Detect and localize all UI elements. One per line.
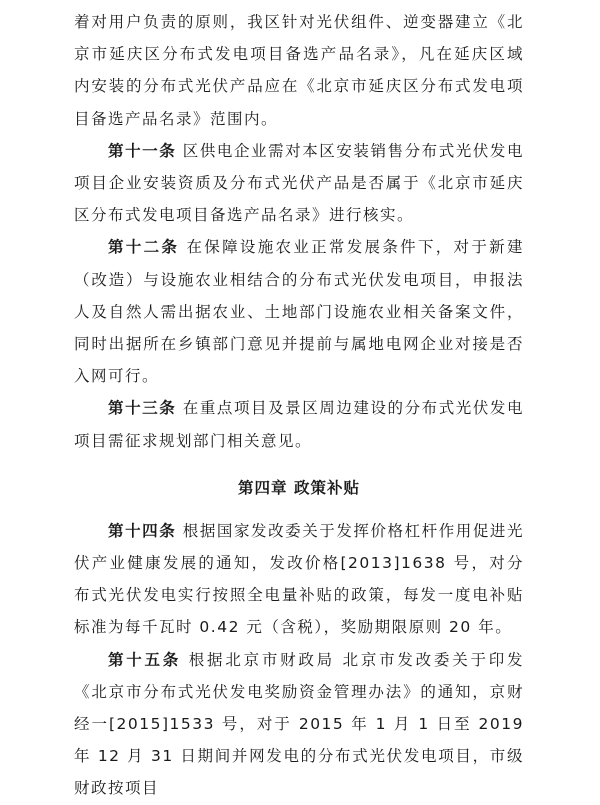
article-text: 根据国家发改委关于发挥价格杠杆作用促进光伏产业健康发展的通知，发改价格[2013]1638 号，对分布式光伏发电实行按照全电量补贴的政策，每发一度电补贴标准为每千瓦时 0.42 元（含税），奖励期限原则 20 年。 — [74, 521, 524, 637]
article-number: 第十一条 — [108, 141, 177, 160]
article-number: 第十四条 — [108, 521, 177, 540]
article-15 — [74, 644, 524, 805]
document-body — [74, 6, 524, 805]
article-number: 第十二条 — [108, 238, 180, 257]
article-number: 第十五条 — [108, 650, 182, 669]
article-number: 第十三条 — [108, 399, 177, 418]
chapter-heading: 第四章 政策补贴 — [238, 478, 360, 497]
article-text: 在重点项目及景区周边建设的分布式光伏发电项目需征求规划部门相关意见。 — [74, 399, 524, 450]
article-text: 根据北京市财政局 北京市发改委关于印发《北京市分布式光伏发电奖励资金管理办法》的通知，京财经一[2015]1533 号，对于 2015 年 1 月 1 日至 2019 年 12 月 31 日期间并网发电的分布式光伏发电项目，市级财政按项目 — [74, 650, 524, 798]
article-11 — [74, 135, 524, 232]
paragraph-continued — [74, 6, 524, 135]
article-text: 区供电企业需对本区安装销售分布式光伏发电项目企业安装资质及分布式光伏产品是否属于《北京市延庆区分布式发电项目备选产品名录》进行核实。 — [74, 141, 524, 225]
article-text: 在保障设施农业正常发展条件下，对于新建（改造）与设施农业相结合的分布式光伏发电项目，申报法人及自然人需出据农业、土地部门设施农业相关备案文件，同时出据所在乡镇部门意见并提前与属地电网企业对接是否入网可行。 — [74, 238, 524, 386]
article-13 — [74, 392, 524, 456]
article-14 — [74, 515, 524, 644]
article-12 — [74, 231, 524, 392]
paragraph-text: 着对用户负责的原则，我区针对光伏组件、逆变器建立《北京市延庆区分布式发电项目备选产品名录》，凡在延庆区域内安装的分布式光伏产品应在《北京市延庆区分布式发电项目备选产品名录》范围内。 — [74, 13, 524, 128]
